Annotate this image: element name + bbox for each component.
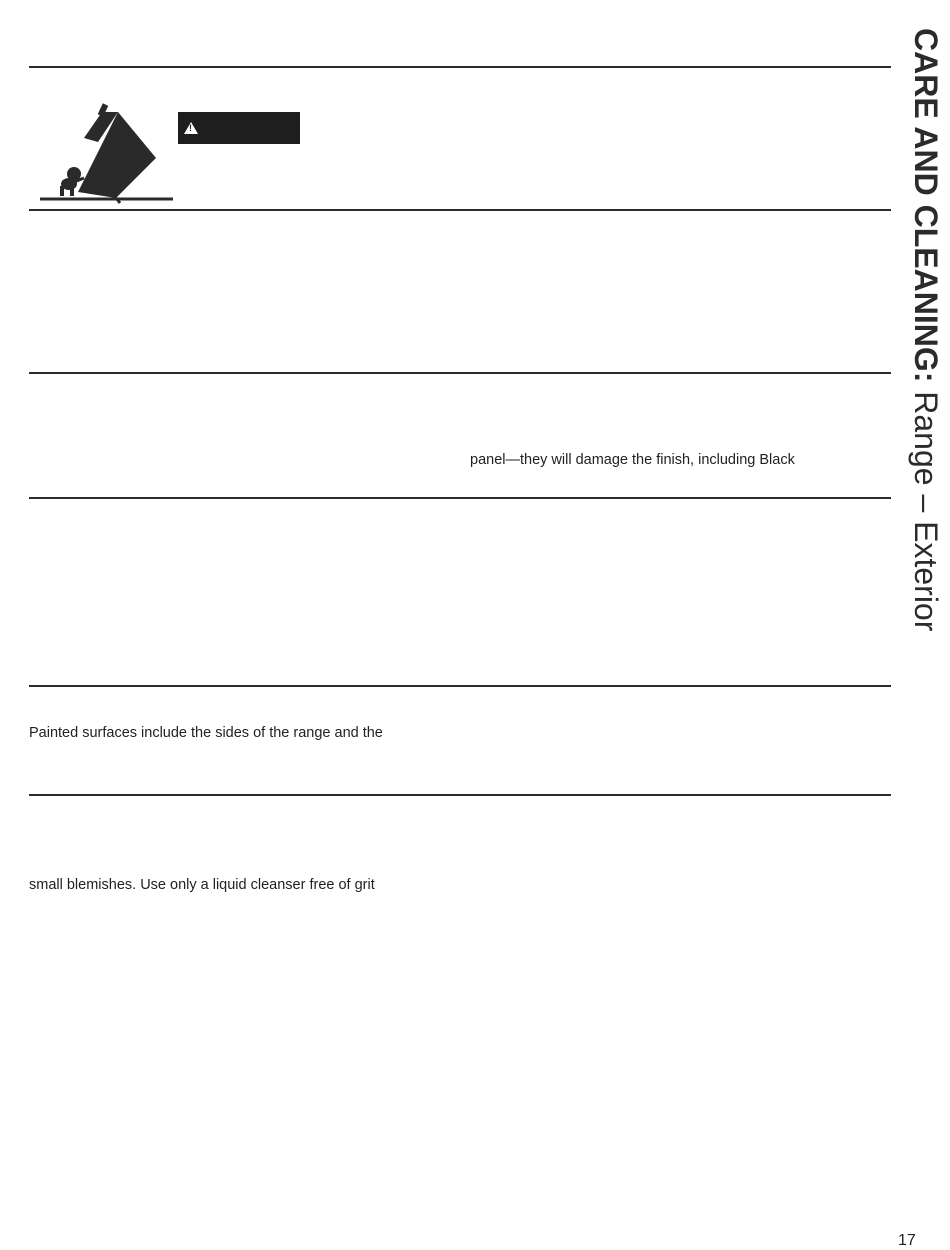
top-rule: [29, 66, 891, 68]
section-rule: [29, 372, 891, 374]
painted-surfaces-text: Painted surfaces include the sides of the range and the: [29, 725, 383, 741]
section-rule: [29, 685, 891, 687]
warning-triangle-icon: [184, 122, 198, 134]
section-title: [906, 28, 946, 668]
warning-label: [178, 112, 300, 144]
tipping-range-icon: [78, 103, 156, 203]
section-rule: [29, 497, 891, 499]
section-rule: [29, 209, 891, 211]
section-rule: [29, 794, 891, 796]
blemishes-text: small blemishes. Use only a liquid cleanser free of grit: [29, 877, 375, 893]
section-title-normal: Range – Exterior: [908, 382, 944, 632]
anti-tip-illustration: [38, 100, 178, 205]
control-panel-text: panel—they will damage the finish, including Black: [470, 452, 795, 468]
section-title-bold: CARE AND CLEANING:: [908, 28, 944, 383]
page-number: 17: [898, 1232, 916, 1249]
